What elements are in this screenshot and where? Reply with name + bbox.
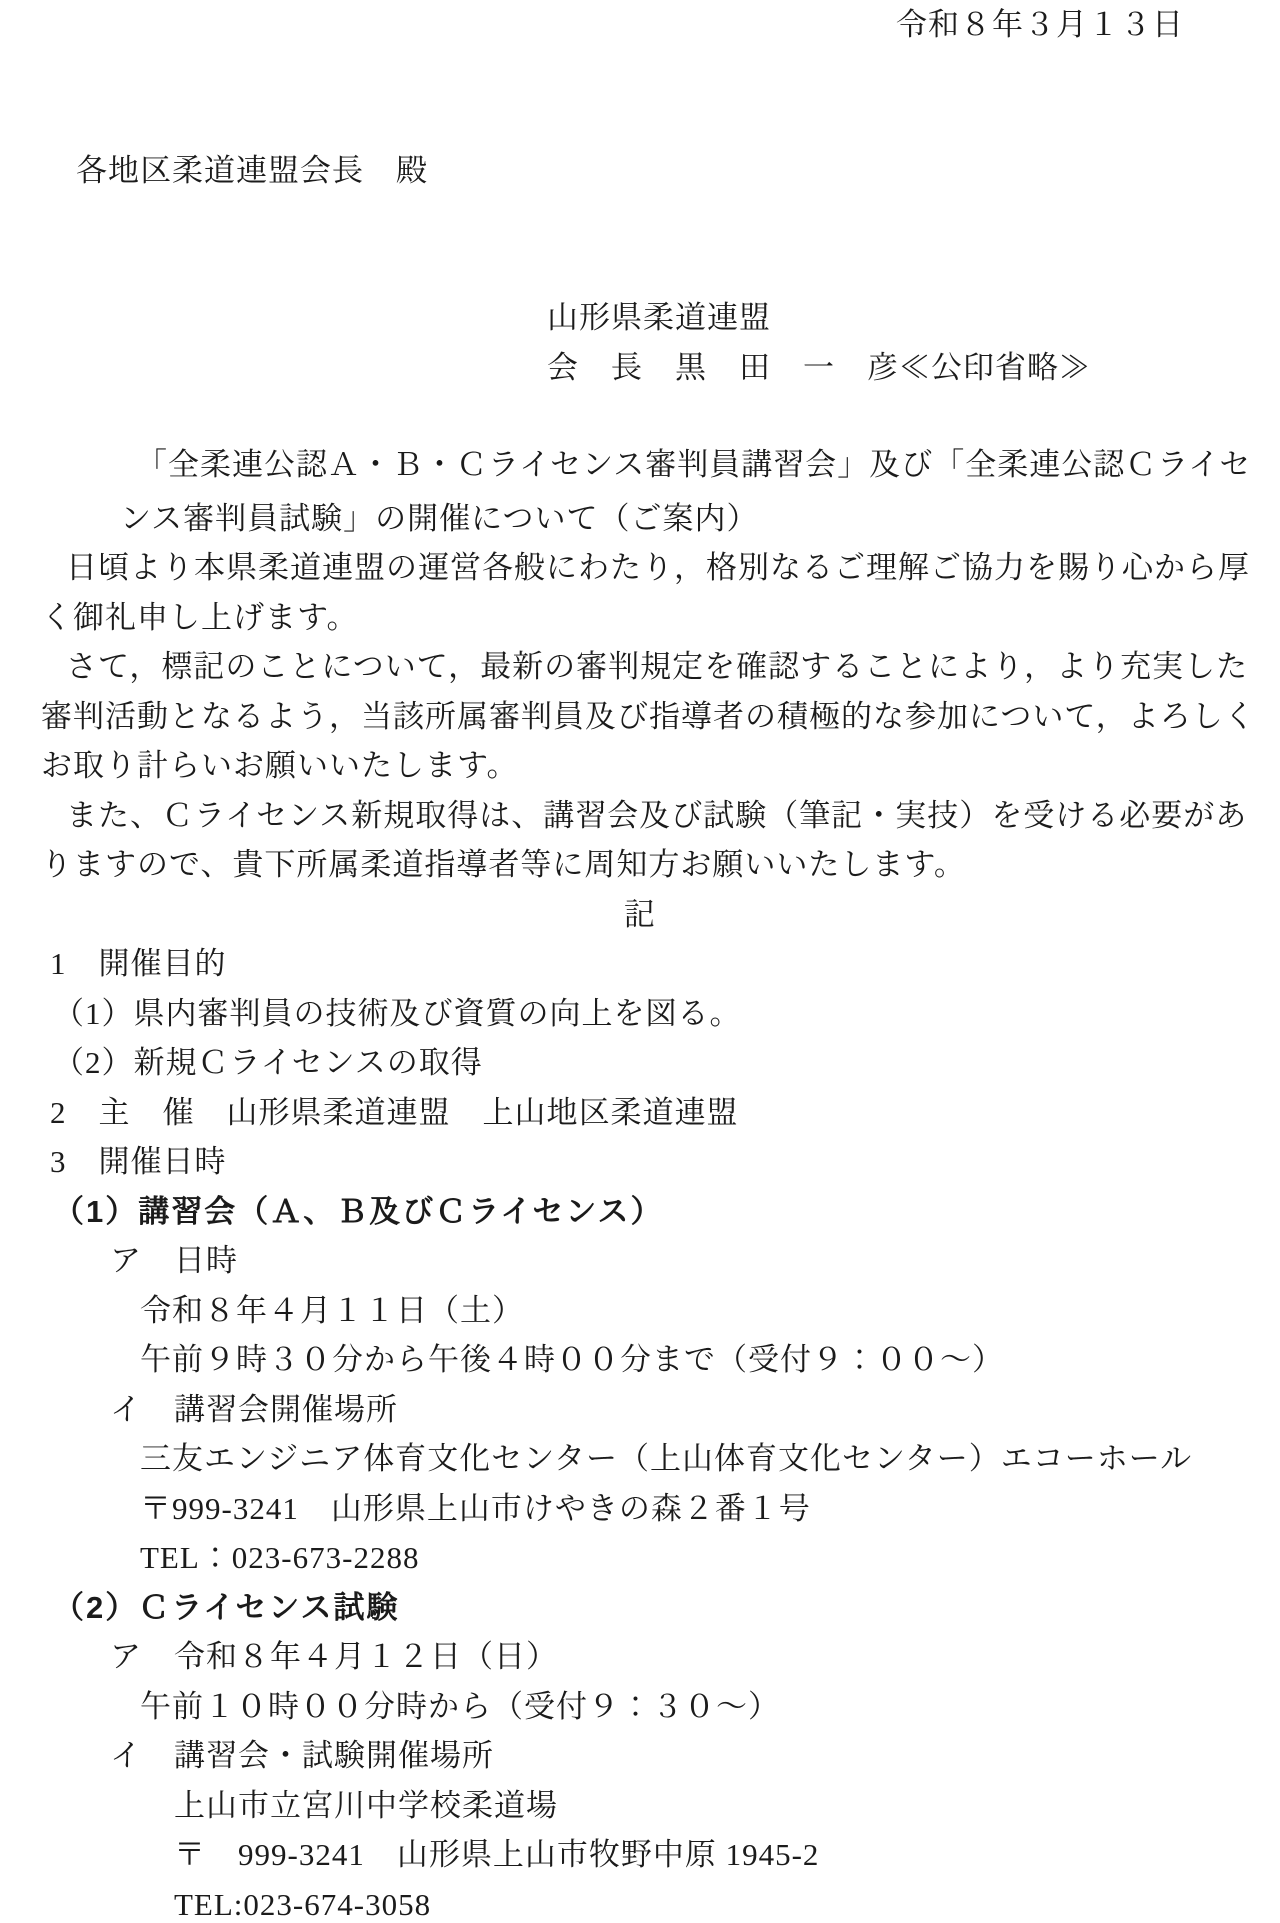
seminar-address: 〒999-3241 山形県上山市けやきの森２番１号 <box>140 1490 811 1526</box>
seminar-heading: （1）講習会（Ａ、Ｂ及びＣライセンス） <box>53 1193 664 1229</box>
subject-line-1: 「全柔連公認Ａ・Ｂ・Ｃライセンス審判員講習会」及び「全柔連公認Ｃライセ <box>136 447 1252 482</box>
seminar-venue-label: イ 講習会開催場所 <box>110 1391 398 1427</box>
notice-line-1: また、Ｃライセンス新規取得は、講習会及び試験（筆記・実技）を受ける必要があ <box>66 797 1248 833</box>
seminar-tel: TEL：023-673-2288 <box>140 1540 420 1575</box>
item1-heading: 1 開催目的 <box>50 946 227 981</box>
notice-line-2: りますので、貴下所属柔道指導者等に周知方お願いいたします。 <box>41 847 966 882</box>
record-marker: 記 <box>624 896 656 932</box>
item1-sub1: （1）県内審判員の技術及び資質の向上を図る。 <box>53 995 742 1031</box>
recipient-line: 各地区柔道連盟会長 殿 <box>76 152 428 188</box>
item3-heading: 3 開催日時 <box>50 1144 227 1179</box>
exam-venue: 上山市立宮川中学校柔道場 <box>174 1787 558 1823</box>
request-line-3: お取り計らいお願いいたします。 <box>41 748 519 783</box>
greeting-line-2: く御礼申し上げます。 <box>41 599 359 635</box>
seminar-venue: 三友エンジニア体育文化センター（上山体育文化センター）エコーホール <box>140 1441 1193 1476</box>
sender-organization: 山形県柔道連盟 <box>547 300 771 335</box>
exam-date: ア 令和８年４月１２日（日） <box>110 1639 558 1674</box>
exam-time: 午前１０時００分時から（受付９：３０～） <box>140 1688 780 1724</box>
item2-heading: 2 主 催 山形県柔道連盟 上山地区柔道連盟 <box>50 1094 739 1130</box>
seminar-date: 令和８年４月１１日（土） <box>140 1292 524 1328</box>
seminar-time: 午前９時３０分から午後４時００分まで（受付９：００～） <box>140 1342 1004 1377</box>
greeting-line-1: 日頃より本県柔道連盟の運営各般にわたり，格別なるご理解ご協力を賜り心から厚 <box>66 550 1250 585</box>
exam-heading: （2）Ｃライセンス試験 <box>53 1589 400 1625</box>
request-line-1: さて，標記のことについて，最新の審判規定を確認することにより，より充実した <box>66 649 1249 684</box>
sender-name-line: 会 長 黒 田 一 彦≪公印省略≫ <box>547 349 1091 385</box>
item1-sub2: （2）新規Ｃライセンスの取得 <box>53 1045 483 1080</box>
seminar-datetime-label: ア 日時 <box>110 1243 238 1278</box>
subject-line-2: ンス審判員試験」の開催について（ご案内） <box>120 500 759 536</box>
exam-address: 〒 999-3241 山形県上山市牧野中原 1945-2 <box>174 1837 820 1872</box>
request-line-2: 審判活動となるよう，当該所属審判員及び指導者の積極的な参加について，よろしく <box>41 698 1256 734</box>
document-date: 令和８年３月１３日 <box>896 7 1184 42</box>
exam-venue-label: イ 講習会・試験開催場所 <box>110 1738 494 1773</box>
exam-tel: TEL:023-674-3058 <box>174 1886 432 1922</box>
